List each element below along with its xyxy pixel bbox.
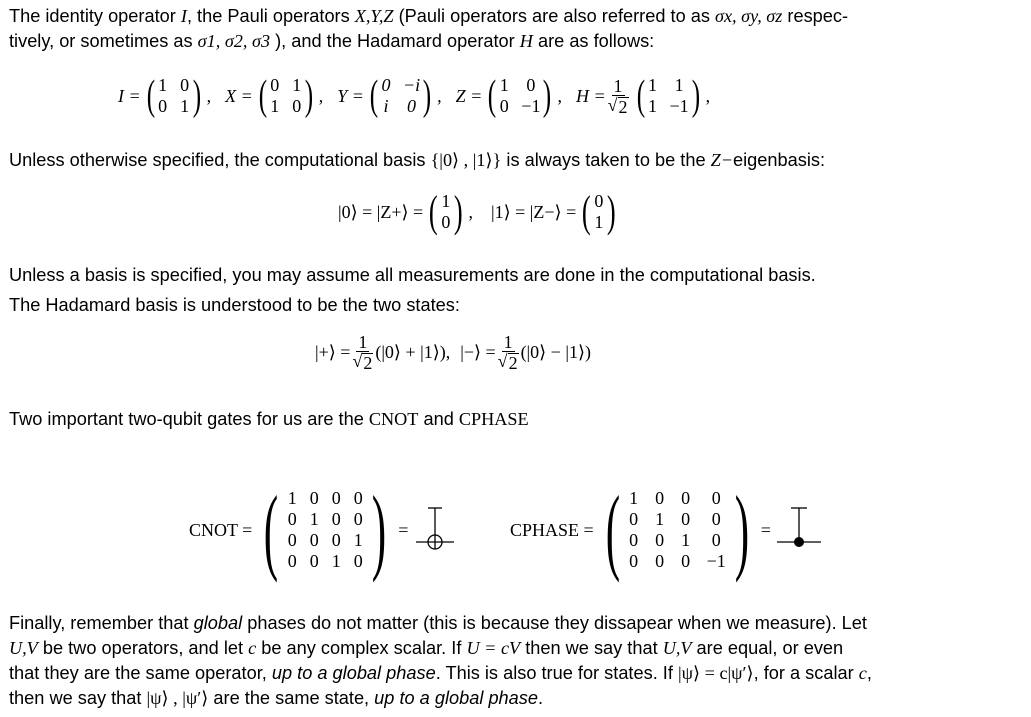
matrix-entry: 1 bbox=[499, 75, 509, 95]
matrix-entry: 1 bbox=[674, 75, 684, 95]
basis-text: Unless otherwise specified, the computational basis bbox=[9, 150, 431, 170]
operator-equations: I = ( 1 0 0 1 ) , X = ( 0 1 1 0 ) , Y = ( 0 −i i 0 ) , Z = ( 1 0 0 −1 ) , H = 1 √ 2 ( 1 1 1 −1 ) , bbox=[118, 73, 711, 119]
cphase-equation bbox=[510, 476, 823, 583]
pauli-z-label: Z = bbox=[455, 85, 483, 106]
matrix-entry: 1 bbox=[629, 488, 639, 508]
identity-symbol: I bbox=[180, 6, 187, 26]
plus-prefactor: 1 √ 2 bbox=[352, 332, 373, 373]
cphase-matrix: ( 1 0 0 0 0 1 0 0 0 0 1 0 0 0 0 −1 ) bbox=[605, 476, 749, 583]
vector-entry: 1 bbox=[441, 191, 451, 211]
pauli-symbols: X,Y,Z bbox=[354, 6, 394, 26]
intro-text: (Pauli operators are also referred to as bbox=[393, 6, 716, 26]
matrix-entry: 0 bbox=[681, 488, 691, 508]
matrix-entry: 0 bbox=[711, 530, 721, 550]
matrix-entry: 0 bbox=[331, 530, 341, 550]
z-symbol: Z− bbox=[710, 150, 734, 170]
one-ket-lhs: |1⟩ = |Z−⟩ = bbox=[491, 201, 577, 222]
matrix-entry: 1 bbox=[681, 530, 691, 550]
pauli-x-label: X = bbox=[225, 85, 253, 106]
two-qubit-text: and bbox=[418, 409, 459, 429]
matrix-entry: 0 bbox=[353, 509, 363, 529]
matrix-entry: 1 bbox=[180, 96, 190, 116]
two-qubit-text: Two important two-qubit gates for us are the bbox=[9, 409, 369, 429]
hadamard-basis-text: The Hadamard basis is understood to be the two states: bbox=[9, 295, 460, 315]
matrix-entry: 0 bbox=[655, 488, 665, 508]
zero-vector: ( 1 0 ) bbox=[429, 187, 463, 236]
basis-paragraph bbox=[9, 148, 1019, 173]
matrix-entry: 0 bbox=[292, 96, 302, 116]
matrix-entry: 0 bbox=[655, 530, 665, 550]
zero-ket-lhs: |0⟩ = |Z+⟩ = bbox=[338, 201, 424, 222]
global-emphasis: global bbox=[193, 613, 243, 633]
matrix-entry: 1 bbox=[648, 75, 657, 95]
matrix-entry: 0 bbox=[270, 75, 280, 95]
pauli-z-matrix: ( 1 0 0 −1 ) bbox=[488, 73, 552, 119]
matrix-entry: 1 bbox=[331, 551, 341, 571]
plus-state-lhs: |+⟩ = bbox=[315, 342, 351, 362]
matrix-entry: 0 bbox=[681, 551, 691, 571]
minus-state-lhs: |−⟩ = bbox=[460, 342, 496, 362]
cphase-equals: = bbox=[760, 519, 771, 540]
matrix-entry: −1 bbox=[706, 551, 726, 571]
matrix-entry: 0 bbox=[711, 488, 721, 508]
matrix-entry: 0 bbox=[499, 96, 509, 116]
matrix-entry: 0 bbox=[353, 488, 363, 508]
matrix-entry: 0 bbox=[526, 75, 536, 95]
matrix-entry: 0 bbox=[309, 488, 319, 508]
intro-paragraph bbox=[9, 4, 1019, 54]
matrix-entry: 0 bbox=[629, 509, 639, 529]
states-expression: |ψ⟩ , |ψ′⟩ bbox=[146, 688, 209, 708]
equality-expression: U = cV bbox=[466, 638, 521, 658]
basis-text: is always taken to be the bbox=[501, 150, 711, 170]
pauli-y-label: Y = bbox=[337, 85, 364, 106]
cnot-equation bbox=[189, 476, 456, 583]
matrix-entry: 1 bbox=[648, 96, 657, 116]
matrix-entry: 0 bbox=[711, 509, 721, 529]
measurement-text: Unless a basis is specified, you may assume all measurements are done in the computational basis. bbox=[9, 265, 816, 285]
cphase-label: CPHASE = bbox=[510, 519, 594, 540]
global-phase-paragraph: Finally, remember that global phases do not matter (this is because they dissapear when we measure). Let U,V be two operators, and let c be any complex scalar. If U = cV then we say that U,V are equal, or even that they are the same operator, up to a global phase. This is also true for states. If |ψ⟩ = c|ψ′⟩, for a scalar c, then we say that |ψ⟩ , |ψ′⟩ are the same state, up to a global phase. bbox=[9, 613, 872, 708]
matrix-entry: 1 bbox=[287, 488, 297, 508]
matrix-entry: 0 bbox=[381, 75, 391, 95]
minus-state-rhs: (|0⟩ − |1⟩) bbox=[520, 342, 591, 362]
state-equality-expression: |ψ⟩ = c|ψ′⟩ bbox=[677, 663, 754, 683]
sigma-xyz-symbols: σx, σy, σz bbox=[715, 6, 783, 26]
matrix-entry: 0 bbox=[331, 509, 341, 529]
matrix-entry: 0 bbox=[629, 530, 639, 550]
matrix-entry: 1 bbox=[655, 509, 665, 529]
matrix-entry: 0 bbox=[180, 75, 190, 95]
vector-entry: 1 bbox=[594, 212, 604, 232]
hadamard-prefactor: 1 √ 2 bbox=[607, 75, 628, 117]
basis-equations: |0⟩ = |Z+⟩ = ( 1 0 ) , |1⟩ = |Z−⟩ = ( 0 1 ) bbox=[338, 190, 622, 234]
vector-entry: 0 bbox=[594, 191, 604, 211]
hadamard-label: H = bbox=[575, 85, 606, 106]
basis-text: eigenbasis: bbox=[733, 150, 826, 170]
hadamard-matrix: ( 1 1 1 −1 ) bbox=[636, 73, 700, 119]
intro-text: are as follows: bbox=[532, 31, 655, 51]
matrix-entry: 1 bbox=[353, 530, 363, 550]
matrix-entry: 1 bbox=[292, 75, 302, 95]
intro-text: respec- bbox=[782, 6, 849, 26]
cnot-name: CNOT bbox=[368, 409, 419, 429]
basis-set: {|0⟩ , |1⟩} bbox=[430, 150, 502, 170]
vector-entry: 0 bbox=[441, 212, 451, 232]
intro-text: ), and the Hadamard operator bbox=[270, 31, 520, 51]
matrix-entry: 1 bbox=[158, 75, 168, 95]
minus-prefactor: 1 √ 2 bbox=[497, 332, 518, 373]
one-vector: ( 0 1 ) bbox=[582, 187, 616, 236]
matrix-entry: 0 bbox=[309, 551, 319, 571]
cnot-matrix: ( 1 0 0 0 0 1 0 0 0 0 0 1 0 0 1 0 ) bbox=[264, 476, 387, 583]
plus-state-rhs: (|0⟩ + |1⟩), bbox=[375, 342, 451, 362]
cnot-equals: = bbox=[398, 519, 409, 540]
sigma-123-symbols: σ1, σ2, σ3 bbox=[197, 31, 271, 51]
matrix-entry: 0 bbox=[353, 551, 363, 571]
identity-label: I = bbox=[118, 85, 141, 106]
matrix-entry: 0 bbox=[158, 96, 168, 116]
matrix-entry: 0 bbox=[309, 530, 319, 550]
matrix-entry: 0 bbox=[331, 488, 341, 508]
matrix-entry: 0 bbox=[287, 551, 297, 571]
cnot-label: CNOT = bbox=[189, 519, 253, 540]
intro-text: tively, or sometimes as bbox=[9, 31, 198, 51]
matrix-entry: 1 bbox=[270, 96, 280, 116]
matrix-entry: 0 bbox=[655, 551, 665, 571]
up-to-phase-emphasis: up to a global phase bbox=[374, 688, 538, 708]
intro-text: , the Pauli operators bbox=[186, 6, 355, 26]
pauli-x-matrix: ( 0 1 1 0 ) bbox=[258, 73, 313, 119]
cphase-circuit-icon bbox=[775, 505, 823, 555]
matrix-entry: 0 bbox=[629, 551, 639, 571]
matrix-entry: i bbox=[383, 96, 389, 116]
matrix-entry: 0 bbox=[407, 96, 417, 116]
matrix-entry: −i bbox=[402, 75, 421, 95]
cphase-name: CPHASE bbox=[458, 409, 529, 429]
matrix-entry: 0 bbox=[287, 509, 297, 529]
matrix-entry: −1 bbox=[521, 96, 541, 116]
matrix-entry: 0 bbox=[287, 530, 297, 550]
matrix-entry: 0 bbox=[681, 509, 691, 529]
pauli-y-matrix: ( 0 −i i 0 ) bbox=[369, 73, 432, 119]
two-qubit-paragraph bbox=[9, 407, 1019, 432]
matrix-entry: 1 bbox=[309, 509, 319, 529]
hadamard-equations bbox=[315, 333, 591, 372]
identity-matrix: ( 1 0 0 1 ) bbox=[146, 73, 201, 119]
cnot-circuit-icon bbox=[414, 505, 456, 555]
hadamard-symbol: H bbox=[519, 31, 533, 51]
up-to-phase-emphasis: up to a global phase bbox=[271, 663, 436, 683]
matrix-entry: −1 bbox=[669, 96, 689, 116]
intro-text: The identity operator bbox=[9, 6, 181, 26]
